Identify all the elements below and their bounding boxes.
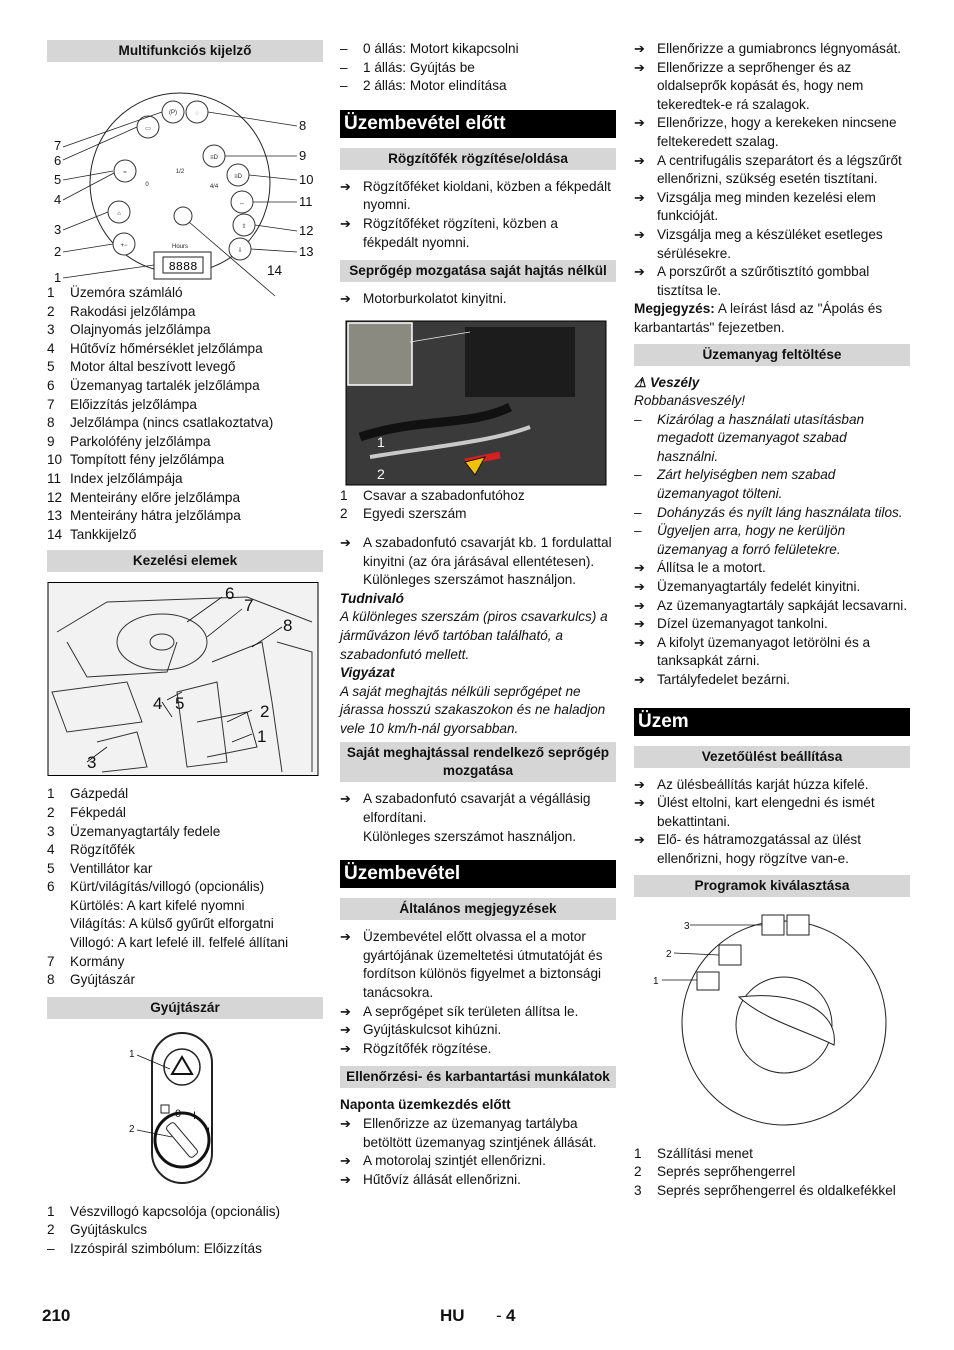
note-heading: Tudnivaló (340, 590, 404, 606)
section-title-seat: Vezetőülést beállítása (634, 746, 910, 768)
warning-text: A saját meghajtás nélküli seprőgépet ne járassa hosszú szakaszokon és ne haladjon vele 10 km/h-nál gyorsabban. (340, 683, 606, 736)
list-item: ➔ A szabadonfutó csavarját kb. 1 fordulattal kinyitni (az óra járásával ellentétesen). (340, 534, 612, 569)
list-item: ➔ Ellenőrizze a gumiabroncs légnyomását. (634, 41, 902, 56)
list-item: 8 Jelzőlámpa (nincs csatlakoztatva) (47, 415, 274, 431)
callout-4: 4 (54, 192, 62, 207)
main-broom-icon (719, 945, 741, 965)
danger-text: Robbanásveszély! (634, 393, 746, 409)
section-title-move: Seprőgép mozgatása saját hajtás nélkül (340, 260, 616, 282)
column-2 (340, 40, 616, 1189)
list-item: ➔ Az üzemanyagtartály sapkáját lecsavarni. (634, 597, 908, 613)
section-title-controls: Kezelési elemek (47, 550, 323, 572)
page-number: 210 (42, 1306, 71, 1325)
list-item: 8 Gyújtászár (47, 972, 135, 988)
section-title-general: Általános megjegyzések (340, 898, 616, 920)
footer-separator: - (496, 1306, 502, 1325)
list-item: ➔ Hűtővíz állását ellenőrizni. (340, 1171, 521, 1187)
list-item: – Zárt helyiségben nem szabad üzemanyagot tölteni. (634, 467, 836, 502)
list-item: 2 Fékpedál (47, 804, 126, 820)
callout-13: 13 (299, 244, 314, 259)
callout-1: 1 (257, 727, 267, 747)
list-item: 12 Menteirány előre jelzőlámpa (47, 489, 241, 505)
chapter-title-before-use: Üzembevétel előtt (340, 110, 616, 138)
callout-2: 2 (666, 948, 672, 960)
list-item: 10 Tompított fény jelzőlámpa (47, 452, 225, 468)
column-3 (634, 40, 910, 1200)
list-item: ➔ Motorburkolatot kinyitni. (340, 291, 507, 307)
callout-3: 3 (87, 753, 97, 773)
multifunction-display-figure (47, 70, 323, 285)
callout-8: 8 (299, 118, 307, 133)
svg-text:+−: +− (120, 243, 128, 249)
list-item: 5 Motor által beszívott levegő (47, 359, 236, 375)
list-item: 13 Menteirány hátra jelzőlámpa (47, 508, 241, 524)
svg-text:≈: ≈ (123, 170, 127, 176)
svg-text:≡D: ≡D (210, 155, 218, 161)
svg-text:0: 0 (145, 182, 149, 188)
list-item: 1 Üzemóra számláló (47, 285, 183, 300)
svg-text:⇩: ⇩ (237, 248, 243, 254)
list-item: ➔ A porszűrőt a szűrőtisztító gombbal tisztítsa le. (634, 264, 870, 298)
section-page-number: 4 (506, 1306, 516, 1325)
svg-text:◌: ◌ (195, 111, 199, 117)
callout-4: 4 (153, 694, 163, 714)
warning-triangle-icon: ⚠ (634, 374, 647, 390)
section-title-brake: Rögzítőfék rögzítése/oldása (340, 148, 616, 170)
list-sub: Villogó: A kart lefelé ill. felfelé állítani (70, 935, 289, 951)
list-item: – Kizárólag a használati utasításban megadott üzemanyagot szabad használni. (634, 411, 865, 464)
list-sub: Kürtölés: A kart kifelé nyomni (70, 897, 245, 913)
list-item: 2 Seprés seprőhengerrel (634, 1164, 796, 1180)
callout-5: 5 (54, 172, 62, 187)
list-item: ➔ A motorolaj szintjét ellenőrizni. (340, 1153, 546, 1169)
svg-text:▭: ▭ (145, 126, 151, 132)
list-item: 5 Ventillátor kar (47, 860, 153, 876)
section-title-fuel: Üzemanyag feltöltése (634, 344, 910, 366)
section-title-mfd: Multifunkciós kijelző (47, 40, 323, 62)
callout-1: 1 (129, 1048, 135, 1060)
list-sub: Különleges szerszámot használjon. (363, 828, 577, 844)
callout-7: 7 (54, 138, 62, 153)
list-item: ➔ A centrifugális szeparátort és a légszűrőt ellenőrizni, szükség esetén tisztítani. (634, 152, 902, 187)
list-item: ➔ Rögzítőféket kioldani, közben a fékpedált nyomni. (340, 178, 611, 213)
danger-heading: ⚠ Veszély (634, 374, 700, 390)
svg-text:II: II (207, 1125, 214, 1138)
list-item: – Izzóspirál szimbólum: Előizzítás (47, 1241, 262, 1257)
callout-1: 1 (54, 270, 62, 285)
list-item: 1 Szállítási menet (634, 1145, 753, 1161)
section-title-self-drive: Saját meghajtással rendelkező seprőgép mozgatása (340, 742, 616, 782)
list-item: ➔ Üzemanyagtartály fedelét kinyitni. (634, 579, 861, 595)
callout-3: 3 (54, 222, 62, 237)
callout-1: 1 (377, 433, 385, 450)
ignition-figure (47, 1027, 323, 1197)
svg-text:0: 0 (175, 1107, 182, 1120)
list-item: ➔ Tartályfedelet bezárni. (634, 672, 790, 687)
list-item: 4 Rögzítőfék (47, 842, 135, 858)
list-item: ➔ Elő- és hátramozgatással az ülést ellenőrizni, hogy rögzítve van-e. (634, 832, 862, 866)
svg-text:8888: 8888 (168, 260, 198, 274)
list-item: ➔ Gyújtáskulcsot kihúzni. (340, 1022, 502, 1038)
list-item: ➔ Rögzítőfék rögzítése. (340, 1040, 492, 1056)
list-item: 6 Üzemanyag tartalék jelzőlámpa (47, 377, 260, 393)
list-sub: Világítás: A külső gyűrűt elforgatni (70, 916, 274, 932)
callout-8: 8 (283, 616, 293, 636)
svg-text:≡D: ≡D (234, 174, 242, 180)
list-item: ➔ Rögzítőféket rögzíteni, közben a fékpedált nyomni. (340, 215, 558, 250)
callout-11: 11 (299, 194, 313, 209)
callout-2: 2 (129, 1123, 135, 1135)
callout-6: 6 (225, 584, 235, 604)
section-title-ignition: Gyújtászár (47, 997, 323, 1019)
chapter-title-operation: Üzem (634, 708, 910, 736)
list-item: – 1 állás: Gyújtás be (340, 59, 475, 75)
list-item: ➔ Ülést eltolni, kart elengedni és ismét bekattintani. (634, 795, 875, 829)
list-item: ➔ Vizsgálja meg a készüléket esetleges sérülésekre. (634, 226, 883, 261)
warning-heading: Vigyázat (340, 665, 395, 681)
callout-9: 9 (299, 148, 307, 163)
list-item: 7 Kormány (47, 953, 125, 969)
callout-14: 14 (267, 263, 283, 278)
svg-text:(P): (P) (169, 110, 177, 116)
callout-5: 5 (175, 694, 185, 714)
list-item: 9 Parkolófény jelzőlámpa (47, 433, 211, 449)
controls-figure (47, 582, 323, 777)
list-item: ➔ Ellenőrizze a seprőhenger és az oldalseprők kopását és, hogy nem tekeredtek-e rá szalagok. (634, 59, 864, 112)
list-item: ➔ Dízel üzemanyagot tankolni. (634, 616, 828, 632)
list-item: 2 Rakodási jelzőlámpa (47, 303, 196, 319)
language-code: HU (440, 1306, 465, 1325)
column-1 (47, 40, 323, 1259)
program-selector-figure (634, 905, 910, 1145)
section-title-checks: Ellenőrzési- és karbantartási munkálatok (340, 1066, 616, 1088)
list-sub: Különleges szerszámot használjon. (363, 572, 577, 588)
chapter-title-commissioning: Üzembevétel (340, 860, 616, 888)
callout-7: 7 (244, 596, 254, 616)
main-and-side-broom-icon (762, 915, 784, 935)
list-item: 1 Gázpedál (47, 786, 129, 802)
list-item: ➔ A szabadonfutó csavarját a végállásig elfordítani. (340, 791, 591, 826)
remark: Megjegyzés: A leírást lásd az "Ápolás és karbantartás" fejezetben. (634, 301, 883, 335)
list-item: – 0 állás: Motort kikapcsolni (340, 41, 519, 56)
list-item: 2 Egyedi szerszám (340, 506, 467, 522)
freewheel-photo (340, 317, 616, 487)
list-item: ➔ Vizsgálja meg minden kezelési elem funkcióját. (634, 189, 876, 224)
svg-text:1/2: 1/2 (175, 169, 185, 175)
list-item: 3 Olajnyomás jelzőlámpa (47, 322, 211, 338)
list-item: 3 Üzemanyagtartály fedele (47, 823, 221, 839)
list-item: 4 Hűtővíz hőmérséklet jelzőlámpa (47, 340, 263, 356)
list-item: ➔ A kifolyt üzemanyagot letörölni és a tanksapkát zárni. (634, 634, 871, 669)
list-item: 3 Seprés seprőhengerrel és oldalkefékkel (634, 1182, 896, 1198)
list-item: 11 Index jelzőlámpája (47, 470, 183, 486)
svg-text:⇔: ⇔ (239, 201, 245, 207)
mfd-legend (47, 284, 323, 544)
callout-2: 2 (377, 465, 385, 482)
list-item: – 2 állás: Motor elindítása (340, 78, 507, 94)
daily-heading: Naponta üzemkezdés előtt (340, 1097, 511, 1113)
callout-2: 2 (54, 244, 62, 259)
list-item: ➔ Állítsa le a motort. (634, 560, 766, 576)
svg-text:Hours: Hours (171, 244, 189, 250)
ignition-legend (47, 1203, 323, 1259)
list-item: 6 Kürt/világítás/villogó (opcionális) (47, 879, 265, 895)
list-item: 1 Vészvillogó kapcsolója (opcionális) (47, 1203, 281, 1219)
list-item: 7 Előizzítás jelzőlámpa (47, 396, 197, 412)
list-item: – Ügyeljen arra, hogy ne kerüljön üzemanyag a forró felületekre. (634, 523, 846, 557)
svg-text:⌂: ⌂ (117, 211, 121, 217)
list-item: 1 Csavar a szabadonfutóhoz (340, 487, 525, 503)
list-item: ➔ Ellenőrizze az üzemanyag tartályba betöltött üzemanyag szintjének állását. (340, 1116, 597, 1150)
list-item: ➔ Az ülésbeállítás karját húzza kifelé. (634, 776, 869, 792)
callout-3: 3 (684, 920, 690, 932)
list-item: ➔ Üzembevétel előtt olvassa el a motor gyártójának üzemeltetési útmutatóját és fordítson különös figyelmet a biztonsági tanácsokra. (340, 929, 603, 1001)
list-item: 2 Gyújtáskulcs (47, 1222, 148, 1238)
controls-legend (47, 785, 323, 990)
list-item: – Dohányzás és nyílt láng használata tilos. (634, 504, 903, 520)
list-item: ➔ Ellenőrizze, hogy a kerekeken nincsene feltekeredett szalag. (634, 115, 897, 149)
note-text: A különleges szerszám (piros csavarkulcs) a járművázon lévő tartóban található, a szabadonfutó mellett. (340, 609, 608, 662)
callout-6: 6 (54, 153, 62, 168)
svg-text:4/4: 4/4 (209, 184, 219, 190)
list-item: ➔ A seprőgépet sík területen állítsa le. (340, 1003, 579, 1019)
transport-icon (697, 972, 719, 990)
svg-text:I: I (193, 1109, 197, 1122)
section-title-programs: Programok kiválasztása (634, 875, 910, 897)
callout-2: 2 (260, 702, 270, 722)
callout-1: 1 (653, 975, 659, 987)
callout-12: 12 (299, 223, 314, 238)
svg-text:⇧: ⇧ (241, 224, 247, 230)
list-item: 14 Tankkijelző (47, 526, 137, 542)
callout-10: 10 (299, 172, 314, 187)
